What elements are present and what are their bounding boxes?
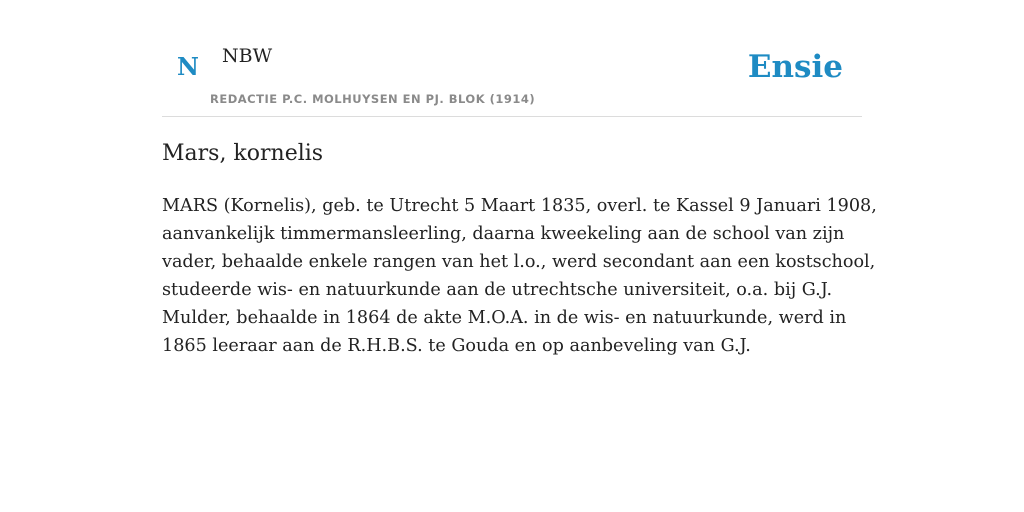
article-title: Mars, kornelis	[162, 141, 324, 166]
source-subtitle: REDACTIE P.C. MOLHUYSEN EN PJ. BLOK (1914)	[210, 92, 536, 106]
source-header	[162, 0, 862, 117]
source-logo-icon: N	[177, 52, 199, 81]
source-abbreviation: NBW	[222, 45, 273, 67]
article-body: MARS (Kornelis), geb. te Utrecht 5 Maart 1835, overl. te Kassel 9 Januari 1908, aanvankelijk timmermansleerling, daarna kweekeling aan de school van zijn vader, behaalde enkele rangen van het l.o., werd secondant aan een kostschool, studeerde wis- en natuurkunde aan de utrechtsche universiteit, o.a. bij G.J. Mulder, behaalde in 1864 de akte M.O.A. in de wis- en natuurkunde, werd in 1865 leeraar aan de R.H.B.S. te Gouda en op aanbeveling van G.J.	[162, 196, 877, 356]
brand-logo-link[interactable]: Ensie	[747, 49, 843, 85]
